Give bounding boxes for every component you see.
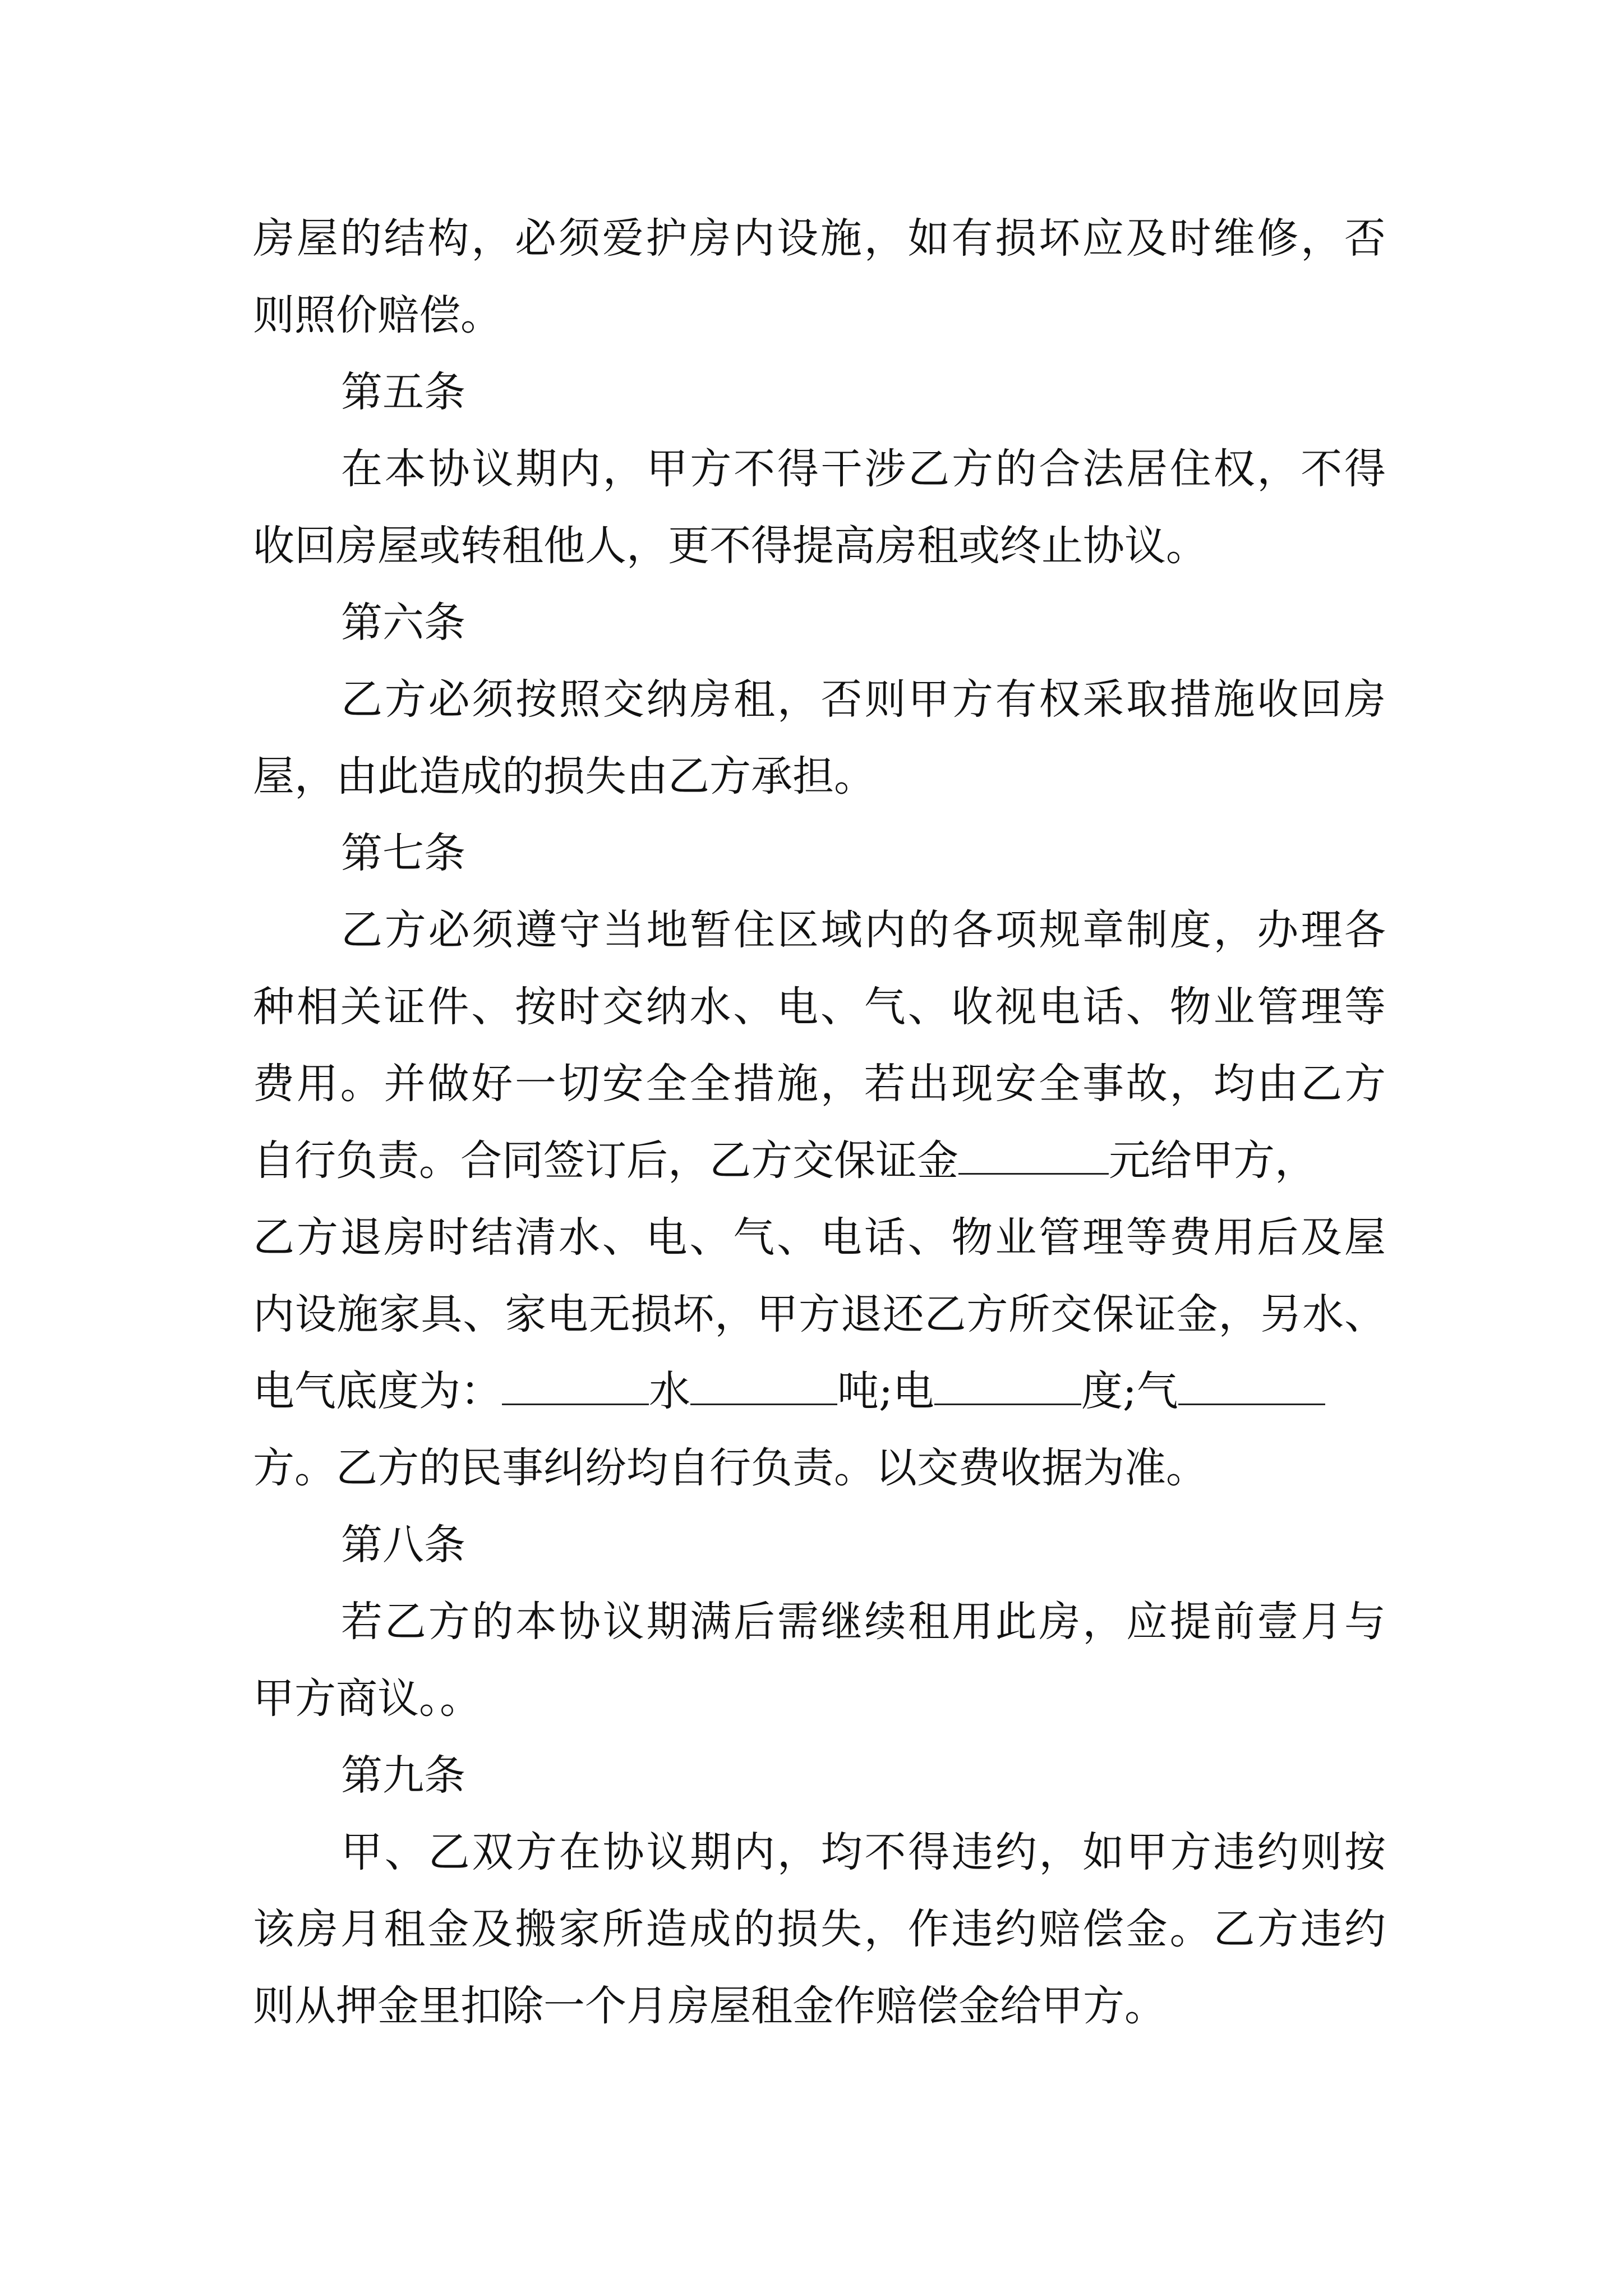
- article-heading: 第五条: [341, 368, 465, 416]
- meter-label: 电气底度为：: [253, 1367, 502, 1415]
- electric-reading-blank: [934, 1366, 1081, 1405]
- paragraph-line: 乙方必须遵守当地暂住区域内的各项规章制度，办理各: [341, 906, 1386, 954]
- paragraph-line: 种相关证件、按时交纳水、电、气、收视电话、物业管理等: [253, 983, 1386, 1031]
- deposit-line: [253, 1122, 1386, 1199]
- article-heading: 第九条: [341, 1751, 465, 1800]
- deposit-text-after: 元给甲方，: [1109, 1137, 1316, 1185]
- deposit-amount-blank: [958, 1136, 1109, 1175]
- article-heading: 第七条: [341, 829, 465, 877]
- paragraph-line: 房屋的结构，必须爱护房内设施，如有损坏应及时维修，否: [253, 214, 1386, 263]
- paragraph-line: 乙方退房时结清水、电、气、电话、物业管理等费用后及屋: [253, 1213, 1386, 1262]
- contract-text: [253, 200, 1386, 2045]
- paragraph-line: 收回房屋或转租他人，更不得提高房租或终止协议。: [253, 522, 1207, 570]
- paragraph-line: 内设施家具、家电无损坏，甲方退还乙方所交保证金，另水、: [253, 1290, 1386, 1338]
- paragraph-line: 屋，由此造成的损失由乙方承担。: [253, 752, 875, 800]
- deposit-text-before: 自行负责。合同签订后，乙方交保证金: [253, 1137, 958, 1185]
- meter-blank-1: [502, 1366, 649, 1405]
- paragraph-line: 则从押金里扣除一个月房屋租金作赔偿金给甲方。: [253, 1982, 1166, 2030]
- paragraph-line: 费用。并做好一切安全全措施，若出现安全事故，均由乙方: [253, 1060, 1386, 1108]
- gas-reading-blank: [1178, 1366, 1325, 1405]
- degree-gas-label: 度;气: [1081, 1367, 1178, 1415]
- paragraph-line: 在本协议期内，甲方不得干涉乙方的合法居住权，不得: [341, 445, 1386, 493]
- meter-reading-line: [253, 1353, 1386, 1430]
- article-heading: 第六条: [341, 599, 465, 647]
- article-heading: 第八条: [341, 1521, 465, 1569]
- water-reading-blank: [690, 1366, 837, 1405]
- ton-electric-label: 吨;电: [837, 1367, 934, 1415]
- paragraph-line: 该房月租金及搬家所造成的损失，作违约赔偿金。乙方违约: [253, 1905, 1386, 1953]
- paragraph-line: 若乙方的本协议期满后需继续租用此房，应提前壹月与: [341, 1598, 1386, 1646]
- water-label: 水: [649, 1367, 690, 1415]
- paragraph-line: 甲、乙双方在协议期内，均不得违约，如甲方违约则按: [341, 1828, 1386, 1876]
- paragraph-line: 方。乙方的民事纠纷均自行负责。以交费收据为准。: [253, 1444, 1207, 1492]
- paragraph-line: 甲方商议。。: [253, 1674, 481, 1723]
- paragraph-line: 乙方必须按照交纳房租，否则甲方有权采取措施收回房: [341, 675, 1386, 724]
- paragraph-line: 则照价赔偿。: [253, 291, 502, 339]
